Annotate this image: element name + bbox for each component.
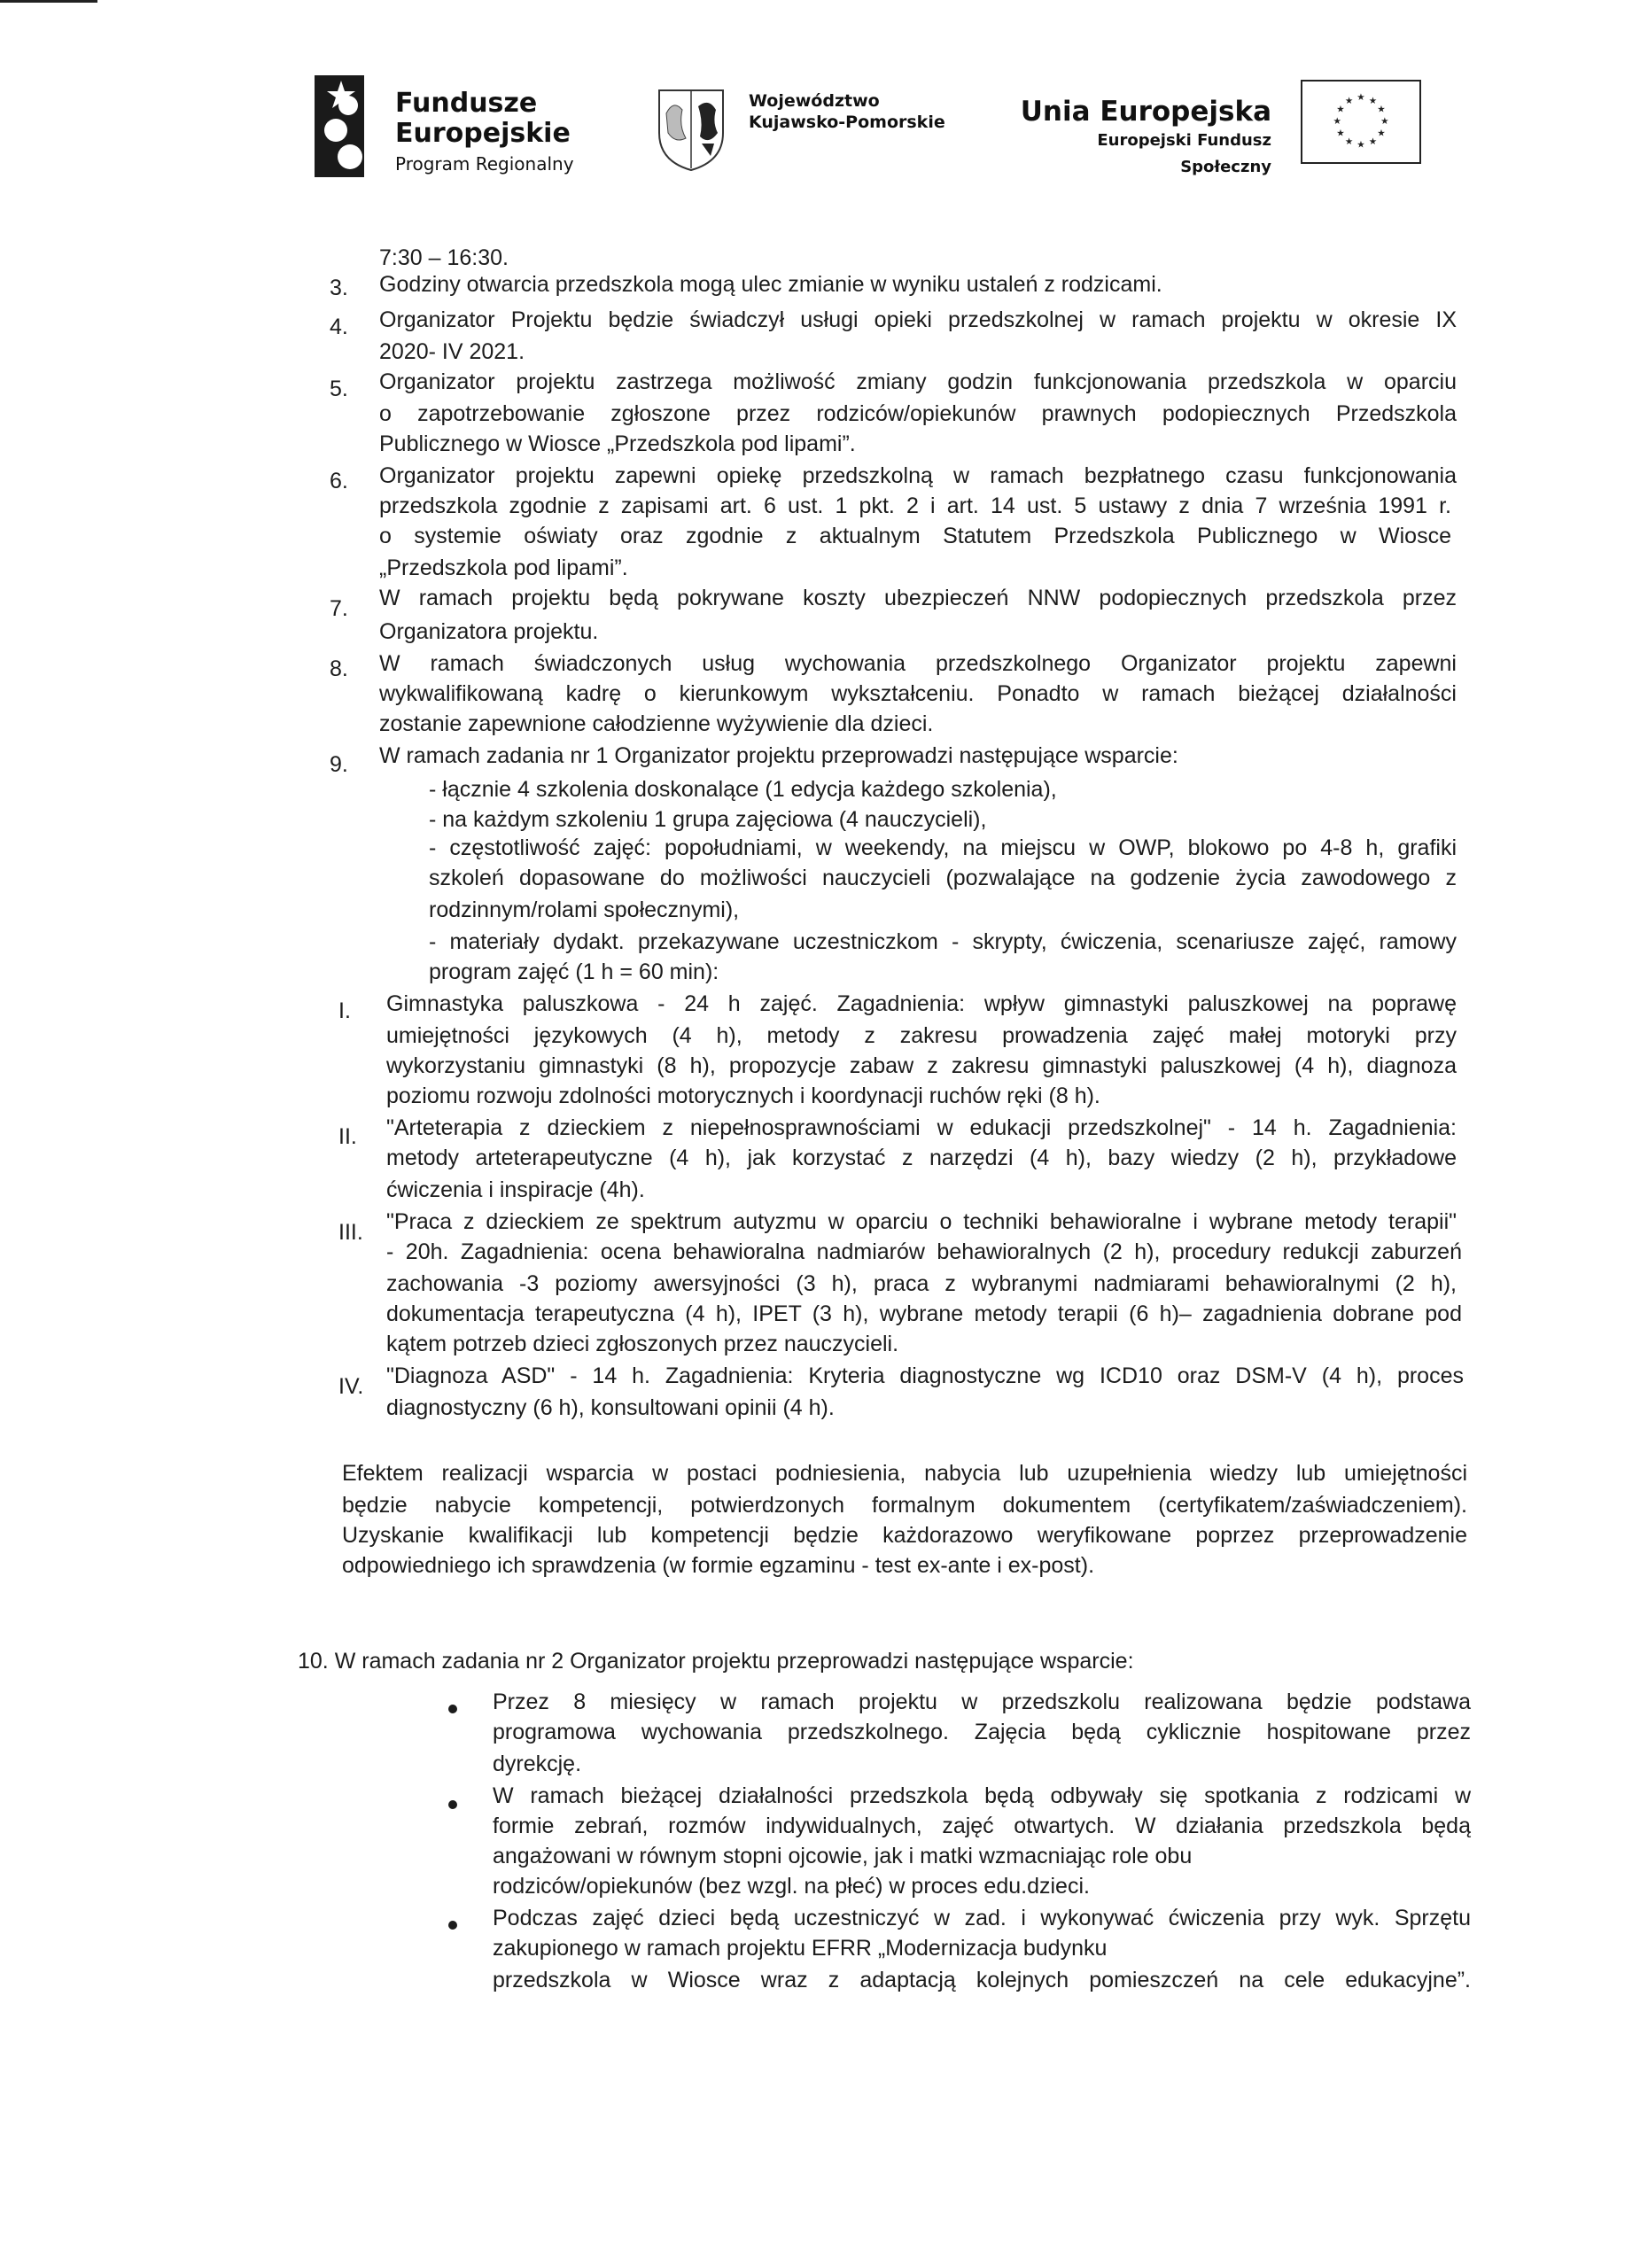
item-number: 7. <box>330 596 348 621</box>
item-text: W ramach świadczonych usług wychowania przedszkolnego Organizator projektu zapewni <box>379 651 1457 676</box>
svg-text:★: ★ <box>1380 115 1389 127</box>
training-text: zachowania -3 poziomy awersyjności (3 h), praca z wybranymi nadmiarami behawioralnymi (2 h), <box>386 1271 1457 1296</box>
item-text: Publicznego w Wiosce „Przedszkola pod lipami”. <box>379 431 856 456</box>
item-text: Organizator projektu zapewni opiekę przedszkolną w ramach bezpłatnego czasu funkcjonowania <box>379 463 1457 488</box>
logo-header <box>0 62 1648 195</box>
item-text: Organizatora projektu. <box>379 619 599 644</box>
bullet-text: zakupionego w ramach projektu EFRR „Modernizacja budynku <box>493 1936 1108 1961</box>
item-text: Organizator projektu zastrzega możliwość zmiany godzin funkcjonowania przedszkola w oparciu <box>379 369 1457 394</box>
paragraph-line: Efektem realizacji wsparcia w postaci podniesienia, nabycia lub uzupełnienia wiedzy lub umiejętności <box>342 1461 1467 1486</box>
item-number: 3. <box>330 276 348 300</box>
svg-text:★: ★ <box>1356 92 1365 104</box>
svg-text:★: ★ <box>1336 128 1345 139</box>
sub-item-text: szkoleń dopasowane do możliwości nauczycieli (pozwalające na godzenie życia zawodowego z <box>429 866 1457 890</box>
svg-text:★: ★ <box>1377 104 1386 115</box>
svg-text:★: ★ <box>1377 128 1386 139</box>
scan-edge-line <box>0 0 97 3</box>
bullet-text: formie zebrań, rozmów indywidualnych, zajęć otwartych. W działania przedszkola będą <box>493 1814 1471 1838</box>
sub-item-text: program zajęć (1 h = 60 min): <box>429 959 719 984</box>
roman-number: II. <box>338 1124 357 1149</box>
fe-subtitle: Program Regionalny <box>395 153 574 175</box>
item-number: 6. <box>330 469 348 493</box>
item-text: W ramach projektu będą pokrywane koszty ubezpieczeń NNW podopiecznych przedszkola przez <box>379 586 1457 610</box>
sub-item-text: - na każdym szkoleniu 1 grupa zajęciowa (4 nauczycieli), <box>429 807 987 832</box>
bullet-icon <box>448 1705 457 1713</box>
svg-text:★: ★ <box>1368 136 1378 147</box>
paragraph-line: będzie nabycie kompetencji, potwierdzonych formalnym dokumentem (certyfikatem/zaświadczeniem). <box>342 1493 1467 1518</box>
sub-item-text: rodzinnym/rolami społecznymi), <box>429 897 740 922</box>
training-text: - 20h. Zagadnienia: ocena behawioralna nadmiarów behawioralnych (2 h), procedury redukcji zaburzeń <box>386 1239 1462 1264</box>
continuation-line: 7:30 – 16:30. <box>379 245 509 270</box>
training-text: umiejętności językowych (4 h), metody z zakresu prowadzenia zajęć małej motoryki przy <box>386 1023 1457 1048</box>
sub-item-text: - częstotliwość zajęć: popołudniami, w weekendy, na miejscu w OWP, blokowo po 4-8 h, grafiki <box>429 835 1457 860</box>
item-text: wykwalifikowaną kadrę o kierunkowym wykształceniu. Ponadto w ramach bieżącej działalności <box>379 681 1457 706</box>
svg-text:★: ★ <box>1356 139 1365 151</box>
ue-title: Unia Europejska <box>1020 96 1271 128</box>
unia-europejska-text <box>1019 96 1271 181</box>
wojewodztwo-text <box>749 90 945 133</box>
paragraph-line: Uzyskanie kwalifikacji lub kompetencji będzie każdorazowo weryfikowane poprzez przeprowadzenie <box>342 1523 1467 1548</box>
sub-item-text: - materiały dydakt. przekazywane uczestniczkom - skrypty, ćwiczenia, scenariusze zajęć, ramowy <box>429 929 1457 954</box>
item-text: o zapotrzebowanie zgłoszone przez rodziców/opiekunów prawnych podopiecznych Przedszkola <box>379 401 1457 426</box>
training-text: "Praca z dzieckiem ze spektrum autyzmu w oparciu o techniki behawioralne i wybrane metody terapii" <box>386 1209 1457 1234</box>
sub-item-text: - łącznie 4 szkolenia doskonalące (1 edycja każdego szkolenia), <box>429 777 1057 802</box>
item-text: W ramach zadania nr 1 Organizator projektu przeprowadzi następujące wsparcie: <box>379 743 1178 768</box>
bullet-text: rodziców/opiekunów (bez wzgl. na płeć) w proces edu.dzieci. <box>493 1874 1090 1899</box>
training-text: poziomu rozwoju zdolności motorycznych i koordynacji ruchów ręki (8 h). <box>386 1084 1100 1108</box>
training-text: metody arteterapeutyczne (4 h), jak korzystać z narzędzi (4 h), bazy wiedzy (2 h), przykładowe <box>386 1146 1457 1170</box>
item-text: Organizator Projektu będzie świadczył usługi opieki przedszkolnej w ramach projektu w okresie IX <box>379 307 1457 332</box>
svg-text:★: ★ <box>1336 104 1345 115</box>
svg-text:★: ★ <box>1333 115 1341 127</box>
bullet-text: Podczas zajęć dzieci będą uczestniczyć w zad. i wykonywać ćwiczenia przy wyk. Sprzętu <box>493 1906 1471 1930</box>
eu-flag-icon <box>1301 80 1421 164</box>
training-text: dokumentacja terapeutyczna (4 h), IPET (3 h), wybrane metody terapii (6 h)– zagadnienia dobrane pod <box>386 1301 1462 1326</box>
kp-line1: Województwo <box>749 91 880 111</box>
item-text: 2020- IV 2021. <box>379 339 525 364</box>
bullet-text: angażowani w równym stopni ojcowie, jak i matki wzmacniając role obu <box>493 1844 1193 1868</box>
paragraph-line: odpowiedniego ich sprawdzenia (w formie egzaminu - test ex-ante i ex-post). <box>342 1553 1095 1578</box>
svg-text:★: ★ <box>1344 95 1354 106</box>
bullet-text: dyrekcję. <box>493 1751 582 1776</box>
item-text: o systemie oświaty oraz zgodnie z aktualnym Statutem Przedszkola Publicznego w Wiosce <box>379 524 1451 548</box>
kp-line2: Kujawsko-Pomorskie <box>749 113 945 132</box>
bullet-icon <box>448 1800 457 1809</box>
training-text: ćwiczenia i inspiracje (4h). <box>386 1177 645 1202</box>
item-number: 9. <box>330 752 348 777</box>
roman-number: IV. <box>338 1374 364 1399</box>
training-text: "Diagnoza ASD" - 14 h. Zagadnienia: Kryteria diagnostyczne wg ICD10 oraz DSM-V (4 h), proces <box>386 1363 1464 1388</box>
training-text: "Arteterapia z dzieckiem z niepełnosprawnościami w edukacji przedszkolnej" - 14 h. Zagadnienia: <box>386 1115 1457 1140</box>
training-text: wykorzystaniu gimnastyki (8 h), propozycje zabaw z zakresu gimnastyki paluszkowej (4 h), diagnoza <box>386 1053 1457 1078</box>
roman-number: III. <box>338 1220 363 1245</box>
fe-title-line1: Fundusze <box>395 88 538 119</box>
item-text: zostanie zapewnione całodzienne wyżywienie dla dzieci. <box>379 711 934 736</box>
roman-number: I. <box>338 998 351 1023</box>
item-text: „Przedszkola pod lipami”. <box>379 555 628 580</box>
item-number: 4. <box>330 315 348 339</box>
bullet-text: programowa wychowania przedszkolnego. Zajęcia będą cyklicznie hospitowane przez <box>493 1720 1471 1744</box>
ue-subtitle: Europejski Fundusz Społeczny <box>1097 131 1271 176</box>
fundusze-europejskie-text <box>395 89 574 177</box>
item-number: 8. <box>330 656 348 681</box>
bullet-icon <box>448 1921 457 1930</box>
training-text: diagnostyczny (6 h), konsultowani opinii (4 h). <box>386 1395 835 1420</box>
svg-text:★: ★ <box>1368 95 1378 106</box>
training-text: Gimnastyka paluszkowa - 24 h zajęć. Zagadnienia: wpływ gimnastyki paluszkowej na poprawę <box>386 991 1457 1016</box>
item-text: Godziny otwarcia przedszkola mogą ulec zmianie w wyniku ustaleń z rodzicami. <box>379 272 1162 297</box>
kujawsko-pomorskie-crest-icon <box>656 87 727 172</box>
item-number: 5. <box>330 377 348 401</box>
bullet-text: przedszkola w Wiosce wraz z adaptacją kolejnych pomieszczeń na cele edukacyjne”. <box>493 1968 1471 1992</box>
fe-title-line2: Europejskie <box>395 118 571 149</box>
bullet-text: W ramach bieżącej działalności przedszkola będą odbywały się spotkania z rodzicami w <box>493 1783 1471 1808</box>
item-10-heading: 10. W ramach zadania nr 2 Organizator projektu przeprowadzi następujące wsparcie: <box>298 1649 1134 1674</box>
item-text: przedszkola zgodnie z zapisami art. 6 ust. 1 pkt. 2 i art. 14 ust. 5 ustawy z dnia 7 września 1991 r. <box>379 493 1451 518</box>
bullet-text: Przez 8 miesięcy w ramach projektu w przedszkolu realizowana będzie podstawa <box>493 1689 1471 1714</box>
fundusze-europejskie-logo-icon <box>315 75 378 177</box>
svg-text:★: ★ <box>1344 136 1354 147</box>
training-text: kątem potrzeb dzieci zgłoszonych przez nauczycieli. <box>386 1332 899 1356</box>
